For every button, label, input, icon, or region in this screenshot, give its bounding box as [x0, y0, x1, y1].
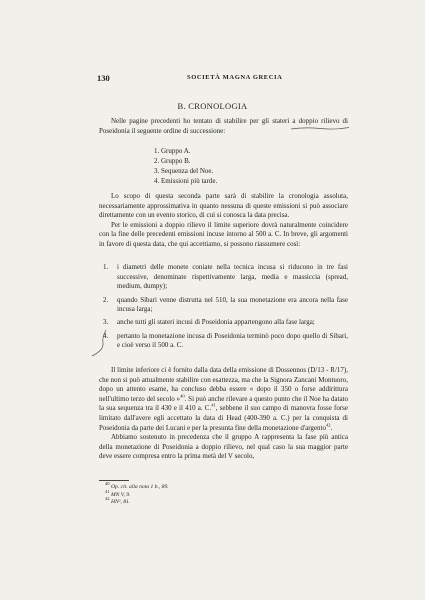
list-item: 4. Emissioni più tarde.: [154, 177, 218, 185]
paragraph: Lo scopo di questa seconda parte sarà di stabilire la cronologia assoluta, necessariamente approssimativa in quanto nessuna di queste emissioni si può associare direttamente con un evento storico, di cui si conosca la data precisa.: [99, 192, 348, 220]
succession-list: [154, 146, 217, 186]
footnote: $^{41}$ MN V, 9.: [105, 488, 131, 498]
page-number: 130: [97, 73, 110, 83]
footnote-ref: 42: [326, 422, 331, 428]
paragraph: Per le emissioni a doppio rilievo il limite superiore dovrà naturalmente coincidere con la fine delle precedenti emissioni incuse intorno al 500 a. C. In breve, gli argomenti in favore di questa data, che qui accettiamo, si possono riassumere così:: [99, 220, 348, 248]
item-number: 4.: [103, 331, 109, 340]
footnote-ref: 41: [211, 403, 216, 409]
footnote-divider: [99, 480, 129, 481]
intro-text: Nelle pagine precedenti ho tentato di stabilire per gli stateri a doppio rilievo di Poseidonia il seguente ordine di successione:: [99, 117, 348, 135]
item-text: pertanto la monetazione incusa di Poseidonia terminò poco dopo quello di Sibari, e cioè verso il 500 a. C.: [117, 331, 348, 350]
body-paragraphs-2: [99, 366, 348, 462]
list-item: [103, 263, 348, 292]
list-item: [103, 332, 348, 351]
list-item: [103, 296, 348, 315]
running-title: SOCIETÀ MAGNA GRECIA: [187, 74, 283, 81]
item-number: 1.: [103, 263, 109, 271]
list-item: [103, 318, 348, 328]
paragraph: Il limite inferiore ci è fornito dalla data della emissione di Dossennos (D/13 - R/17), che non si può attualmente stabilire con esattezza, ma che la Signora Zancani Montuoro, dopo un attento esame, ha concluso debba essere « dopo il 350 o forse addirittura nell'ultimo terzo del secolo »$^{40}$. Si può anche rilevare a questo punto che il Noe ha datato la sua sequenza tra il 430 e il 410 a. C.$^{41}$, sebbene il suo campo di manovra fosse forse limitato dall'avere egli accettato la data di Head (400-390 a. C.) per la conquista di Poseidonia da parte dei Lucani e per la presunta fine della monetazione d'argento$^{42}$.: [99, 366, 348, 432]
item-text: i diametri delle monete coniate nella tecnica incusa si riducono in tre fasi successive, denominate rispettivamente larga, media e massiccia (spread, medium, dumpy);: [117, 263, 348, 291]
list-item: 3. Sequenza del Noe.: [154, 167, 214, 175]
paragraph: Abbiamo sostenuto in precedenza che il gruppo A rappresenta la fase più antica della monetazione di Poseidonia a doppio rilievo, nel qual caso la sua maggior parte deve essere compresa entro la prima metà del V secolo,: [99, 433, 348, 461]
intro-paragraph: [99, 117, 348, 136]
item-number: 3.: [103, 317, 109, 326]
list-item: 2. Gruppo B.: [154, 157, 191, 165]
section-title: B. CRONOLOGIA: [177, 101, 248, 111]
list-item: 1. Gruppo A.: [154, 147, 191, 155]
footnote: $^{40}$ Op. cit. alla nota 1 b., 89.: [105, 481, 169, 490]
item-number: 2.: [103, 295, 109, 304]
item-text: anche tutti gli stateri incusi di Poseidonia appartengono alla fase larga;: [117, 317, 315, 326]
footnotes: [105, 481, 169, 507]
footnote-ref: 40: [180, 393, 185, 399]
item-text: quando Sibari venne distrutta nel 510, la sua monetazione era ancora nella fase incusa larga;: [117, 295, 348, 314]
criteria-list: [103, 263, 348, 351]
footnote: $^{42}$ HN², 81.: [105, 496, 131, 506]
body-paragraphs: [99, 192, 348, 250]
